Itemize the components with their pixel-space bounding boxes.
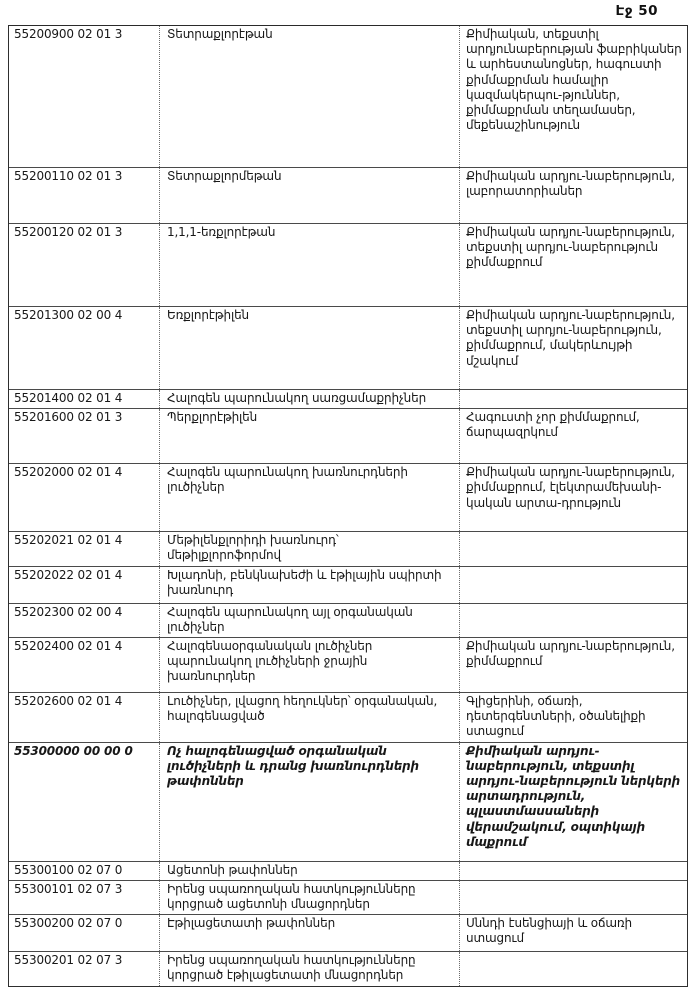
- waste-code-cell: 55300000 00 00 0: [14, 743, 133, 758]
- substance-name-cell: Տետրաքլորէթան: [159, 26, 459, 167]
- waste-source-cell: [459, 532, 687, 565]
- waste-source-cell: Քիմիական, տեքստիլ արդյունաբերության ֆաբրիկաներ և արհեստանոցներ, հագուստի քիմմաքրման համալիր կազմակերպու-թյուններ, քիմմաքրման տեղամասեր, մեքենաշինություն: [459, 26, 687, 167]
- waste-code-cell: 55300200 02 07 0: [14, 916, 123, 931]
- waste-code-cell: 55202022 02 01 4: [14, 567, 123, 582]
- table-row: [9, 531, 687, 565]
- waste-code-cell: 55200110 02 01 3: [14, 169, 123, 183]
- waste-source-cell: Սննդի էսենցիայի և օճառի ստացում: [459, 915, 687, 951]
- waste-source-cell: [459, 390, 687, 408]
- substance-name-cell: Իրենց սպառողական հատկությունները կորցրած էթիլացետատի մնացորդներ: [159, 952, 459, 986]
- table-row: [9, 167, 687, 223]
- substance-name-cell: Ացետոնի թափոններ: [159, 862, 459, 880]
- waste-code-cell: 55300100 02 07 0: [14, 862, 123, 877]
- waste-code-cell: 55200120 02 01 3: [14, 225, 123, 239]
- waste-source-cell: [459, 567, 687, 603]
- table-row: [9, 408, 687, 463]
- substance-name-cell: Խլադոնի, բենկնախեժի և էթիլային սպիրտի խառնուրդ: [159, 567, 459, 603]
- table-row: [9, 861, 687, 880]
- table-row: [9, 742, 687, 861]
- waste-source-cell: Քիմիական արդյու-նաբերություն, քիմմաքրում, էլեկտրամեխանի-կական արտա-դրություն: [459, 464, 687, 531]
- table-row: [9, 692, 687, 742]
- waste-code-cell: 55202400 02 01 4: [14, 639, 123, 654]
- waste-table-body: [9, 26, 687, 986]
- waste-source-cell: Քիմիական արդյու-նաբերություն, տեքստիլ արդյու-նաբերություն քիմմաքրում: [459, 224, 687, 306]
- table-row: [9, 389, 687, 408]
- waste-code-cell: 55300201 02 07 3: [14, 953, 123, 968]
- waste-code-cell: 55202000 02 01 4: [14, 465, 123, 480]
- waste-code-cell: 55200900 02 01 3: [14, 27, 123, 41]
- table-row: [9, 566, 687, 603]
- substance-name-cell: Տետրաքլորմեթան: [159, 168, 459, 223]
- substance-name-cell: 1,1,1-եռքլորէթան: [159, 224, 459, 306]
- table-row: [9, 603, 687, 637]
- waste-classification-table: [8, 25, 688, 987]
- table-row: [9, 880, 687, 914]
- waste-source-cell: [459, 952, 687, 986]
- table-row: [9, 637, 687, 692]
- waste-source-cell: Քիմիական արդյու-նաբերություն, քիմմաքրում: [459, 638, 687, 692]
- page-number: Էջ 50: [615, 3, 658, 19]
- substance-name-cell: Հալոգեն պարունակող այլ օրգանական լուծիչներ: [159, 604, 459, 637]
- waste-source-cell: Քիմիական արդյու-նաբերություն, լաբորատորիաներ: [459, 168, 687, 223]
- waste-source-cell: Քիմիական արդյու-նաբերություն, տեքստիլ արդյու-նաբերություն, քիմմաքրում, մակերևույթի մշակում: [459, 307, 687, 389]
- waste-source-cell: Հագուստի չոր քիմմաքրում, ճարպազրկում: [459, 409, 687, 463]
- substance-name-cell: Էթիլացետատի թափոններ: [159, 915, 459, 951]
- waste-source-cell: [459, 881, 687, 914]
- waste-code-cell: 55202021 02 01 4: [14, 533, 123, 548]
- waste-code-cell: 55202300 02 00 4: [14, 604, 123, 619]
- waste-source-cell: [459, 604, 687, 637]
- table-row: [9, 306, 687, 389]
- substance-name-cell: Լուծիչներ, լվացող հեղուկներ՝ օրգանական, հալոգենացված: [159, 693, 459, 742]
- waste-code-cell: 55202600 02 01 4: [14, 694, 123, 709]
- table-row: [9, 26, 687, 167]
- table-row: [9, 914, 687, 951]
- substance-name-cell: Եռքլորէթիլեն: [159, 307, 459, 389]
- substance-name-cell: Հալոգեն պարունակող սառցամաքրիչներ: [159, 390, 459, 408]
- waste-source-cell: Քիմիական արդյու-նաբերություն, տեքստիլ արդյու-նաբերություն ներկերի արտադրություն, պլաստմասսաների վերամշակում, օպտիկայի մաքրում: [459, 743, 687, 861]
- waste-code-cell: 55201600 02 01 3: [14, 410, 123, 425]
- table-row: [9, 951, 687, 986]
- waste-code-cell: 55201300 02 00 4: [14, 308, 123, 322]
- substance-name-cell: Իրենց սպառողական հատկությունները կորցրած ացետոնի մնացորդներ: [159, 881, 459, 914]
- table-row: [9, 463, 687, 531]
- substance-name-cell: Հալոգեն պարունակող խառնուրդների լուծիչներ: [159, 464, 459, 531]
- waste-source-cell: [459, 862, 687, 880]
- substance-name-cell: Հալոգենաօրգանական լուծիչներ պարունակող լուծիչների ջրային խառնուրդներ: [159, 638, 459, 692]
- substance-name-cell: Մեթիլենքլորիդի խառնուրդ՝ մեթիլքլորոֆորմով: [159, 532, 459, 565]
- waste-code-cell: 55300101 02 07 3: [14, 881, 123, 896]
- substance-name-cell: Ոչ հալոգենացված օրգանական լուծիչների և դրանց խառնուրդների թափոններ: [159, 743, 459, 861]
- waste-code-cell: 55201400 02 01 4: [14, 391, 123, 405]
- table-row: [9, 223, 687, 306]
- waste-source-cell: Գլիցերինի, օճառի, դետերգենտների, օծանելիքի ստացում: [459, 693, 687, 742]
- substance-name-cell: Պերքլորէթիլեն: [159, 409, 459, 463]
